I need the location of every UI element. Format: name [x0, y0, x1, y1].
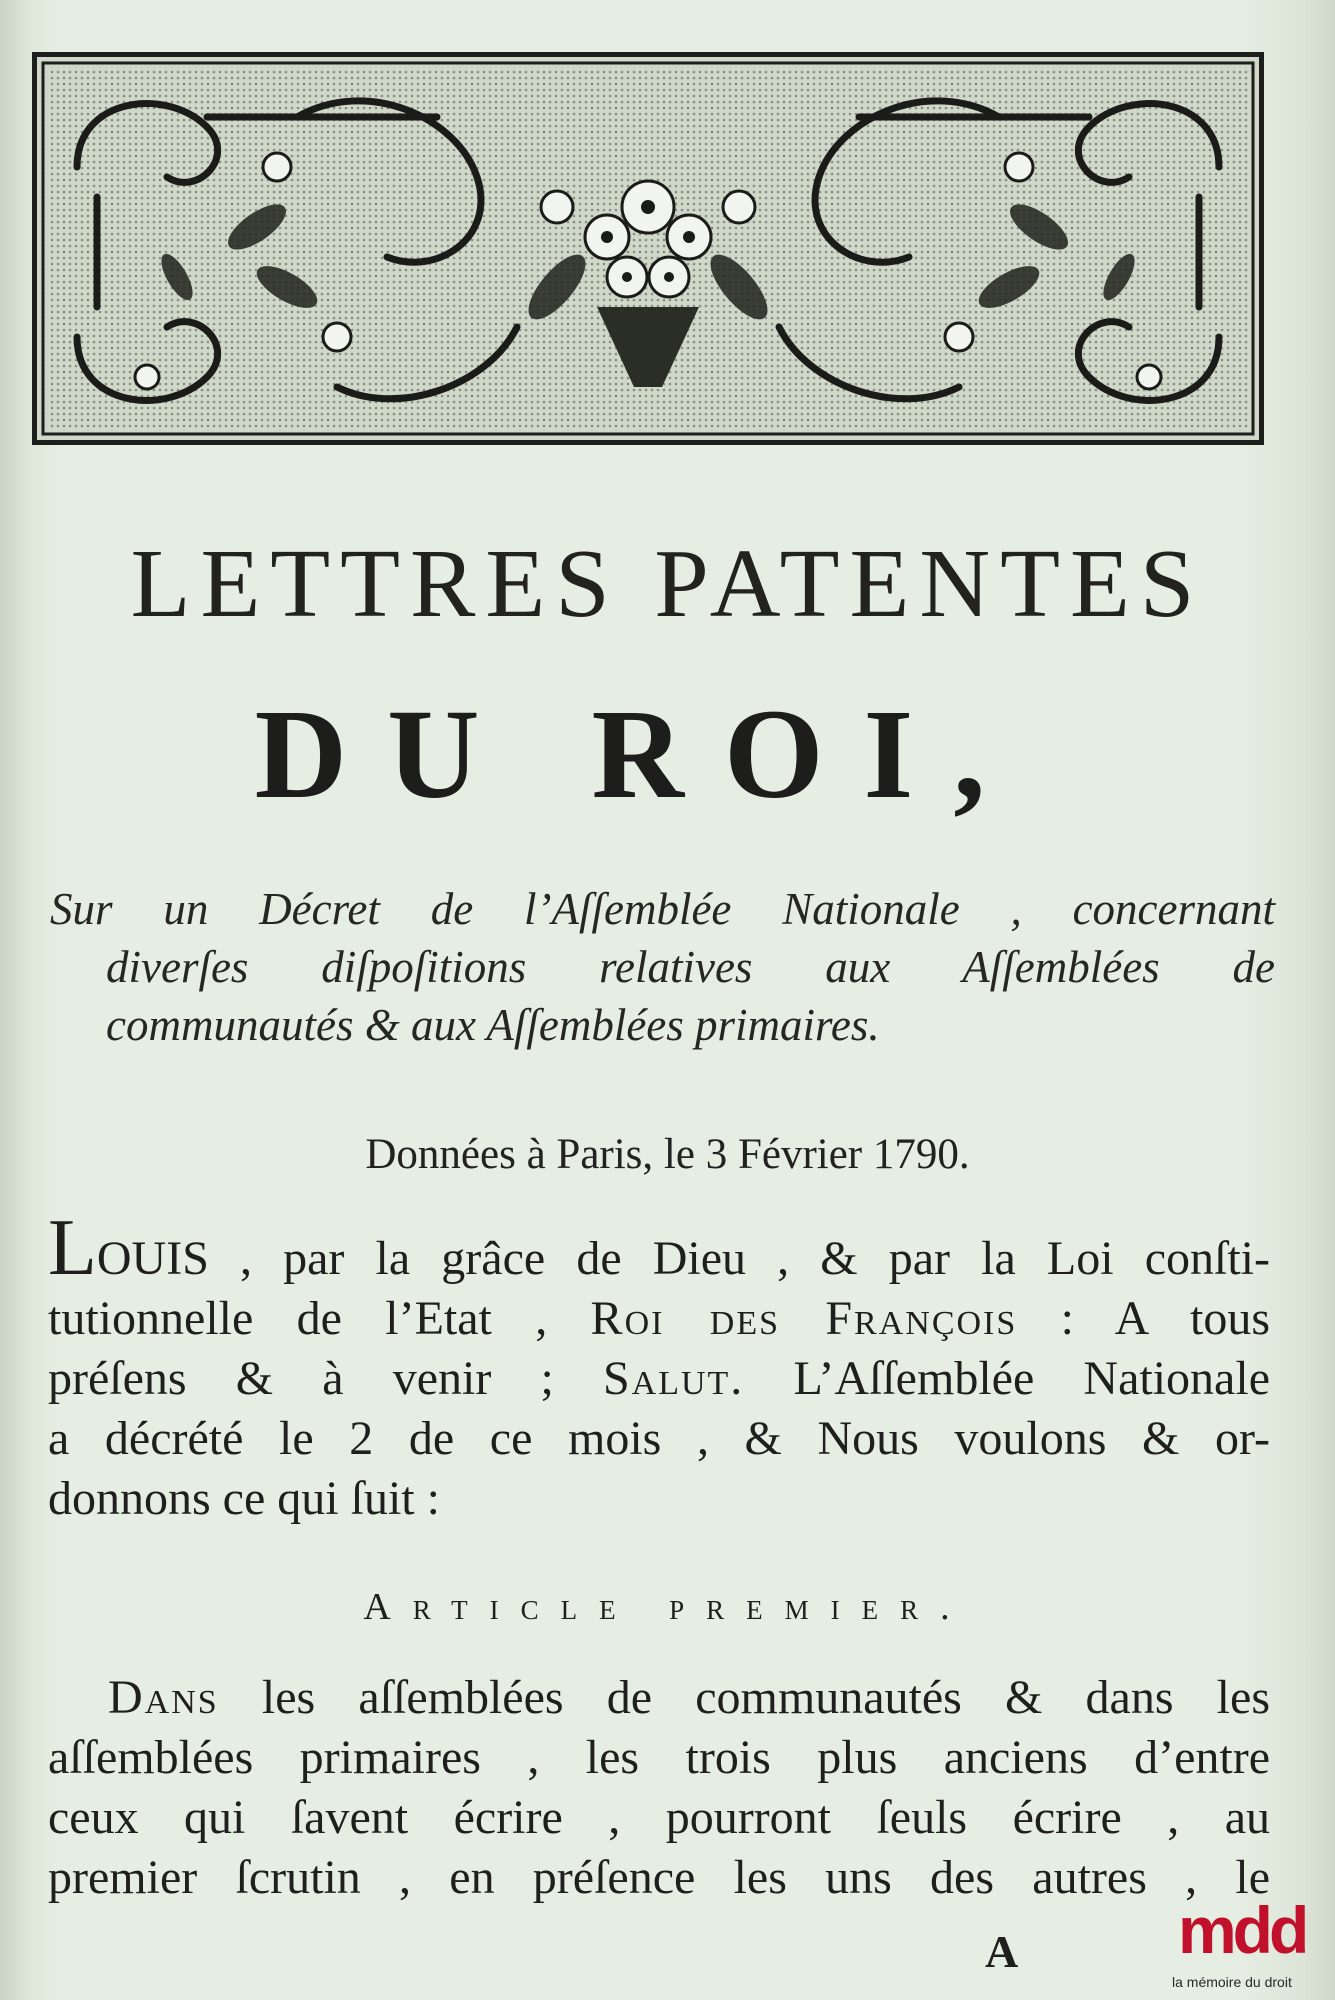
- subtitle-line: communautés & aux Aſſemblées primaires.: [106, 1000, 880, 1050]
- preamble-paragraph: [48, 1204, 1270, 1529]
- preamble-line: préſens & à venir ; Salut. L’Aſſemblée Nationale: [48, 1352, 1270, 1405]
- dateline: Données à Paris, le 3 Février 1790.: [365, 1131, 970, 1178]
- mdd-logo: [1170, 1890, 1335, 2000]
- drop-cap: L: [48, 1204, 97, 1292]
- article-heading: Article premier.: [363, 1586, 972, 1628]
- preamble-line: tutionnelle de l’Etat , Roi des François : A tous: [48, 1292, 1270, 1345]
- logo-mark: mdd: [1178, 1893, 1306, 1967]
- article-line: aſſemblées primaires , les trois plus anciens d’entre: [48, 1731, 1270, 1784]
- preamble-line: donnons ce qui ſuit :: [48, 1472, 440, 1525]
- ornamental-headpiece: [32, 52, 1264, 445]
- article-line: premier ſcrutin , en préſence les uns des autres , le: [48, 1851, 1270, 1904]
- subtitle-line: Sur un Décret de l’Aſſemblée Nationale , concernant: [50, 884, 1275, 934]
- floral-ornament-icon: [37, 57, 1259, 440]
- small-caps-text: Dans: [108, 1671, 219, 1724]
- preamble-line: LOUIS , par la grâce de Dieu , & par la Loi conſti-: [48, 1204, 1270, 1292]
- subtitle: [50, 880, 1275, 1054]
- small-caps-text: Salut.: [602, 1352, 745, 1405]
- small-caps-text: Roi des François: [590, 1292, 1018, 1345]
- logo-tagline: la mémoire du droit: [1172, 1974, 1292, 1990]
- article-paragraph: [48, 1668, 1270, 1908]
- title-lettres-patentes: LETTRES PATENTES: [130, 530, 1205, 638]
- title-du-roi: DU ROI,: [254, 683, 1026, 825]
- signature-mark: A: [985, 1926, 1019, 1977]
- subtitle-line: diverſes diſpoſitions relatives aux Aſſemblées de: [106, 942, 1275, 992]
- preamble-line: a décrété le 2 de ce mois , & Nous voulons & or-: [48, 1412, 1270, 1465]
- article-line: Dans les aſſemblées de communautés & dans les: [108, 1671, 1270, 1724]
- article-line: ceux qui ſavent écrire , pourront ſeuls écrire , au: [48, 1791, 1270, 1844]
